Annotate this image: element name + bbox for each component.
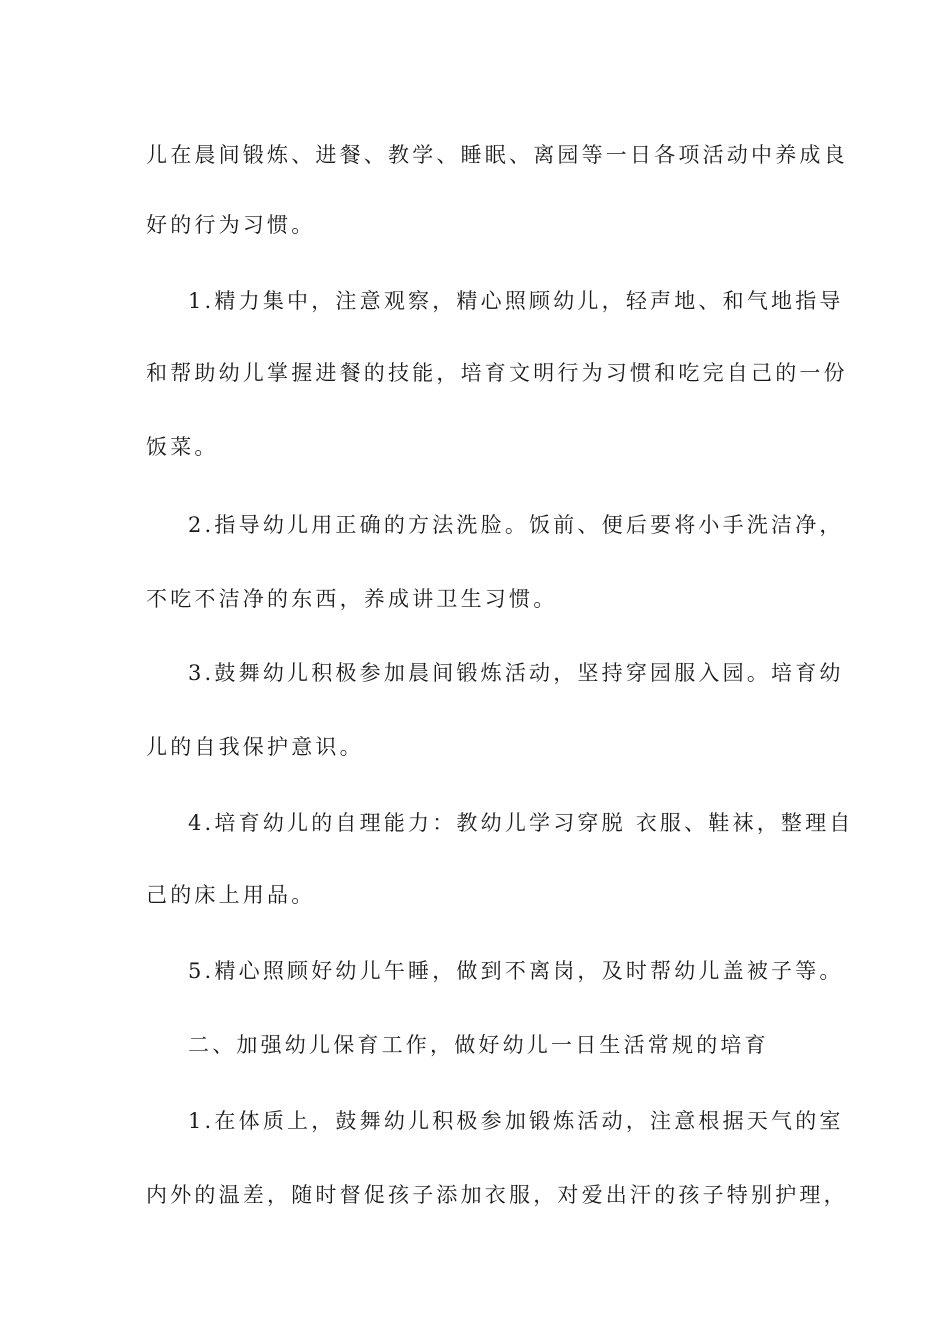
paragraph-line-7: 不吃不洁净的东西，养成讲卫生习惯。 (146, 587, 558, 611)
paragraph-line-1: 儿在晨间锻炼、进餐、教学、睡眠、离园等一日各项活动中养成良 (146, 143, 848, 167)
paragraph-line-3: 1.精力集中，注意观察，精心照顾幼儿，轻声地、和气地指导 (188, 289, 844, 313)
paragraph-line-5: 饭菜。 (146, 435, 219, 459)
paragraph-line-4: 和帮助幼儿掌握进餐的技能，培育文明行为习惯和吃完自己的一份 (146, 361, 848, 385)
paragraph-line-9: 儿的自我保护意识。 (146, 735, 364, 759)
paragraph-line-14: 1.在体质上，鼓舞幼儿积极参加锻炼活动，注意根据天气的室 (188, 1109, 844, 1133)
section-heading: 二、加强幼儿保育工作，做好幼儿一日生活常规的培育 (188, 1033, 769, 1057)
paragraph-line-11: 己的床上用品。 (146, 883, 316, 907)
paragraph-line-6: 2.指导幼儿用正确的方法洗脸。饭前、便后要将小手洗洁净， (188, 513, 844, 537)
paragraph-line-12: 5.精心照顾好幼儿午睡，做到不离岗，及时帮幼儿盖被子等。 (188, 959, 844, 983)
paragraph-line-8: 3.鼓舞幼儿积极参加晨间锻炼活动，坚持穿园服入园。培育幼 (188, 661, 844, 685)
paragraph-line-15: 内外的温差，随时督促孩子添加衣服，对爱出汗的孩子特别护理， (146, 1183, 848, 1207)
paragraph-line-10: 4.培育幼儿的自理能力：教幼儿学习穿脱 衣服、鞋袜，整理自 (188, 811, 854, 835)
paragraph-line-2: 好的行为习惯。 (146, 213, 316, 237)
